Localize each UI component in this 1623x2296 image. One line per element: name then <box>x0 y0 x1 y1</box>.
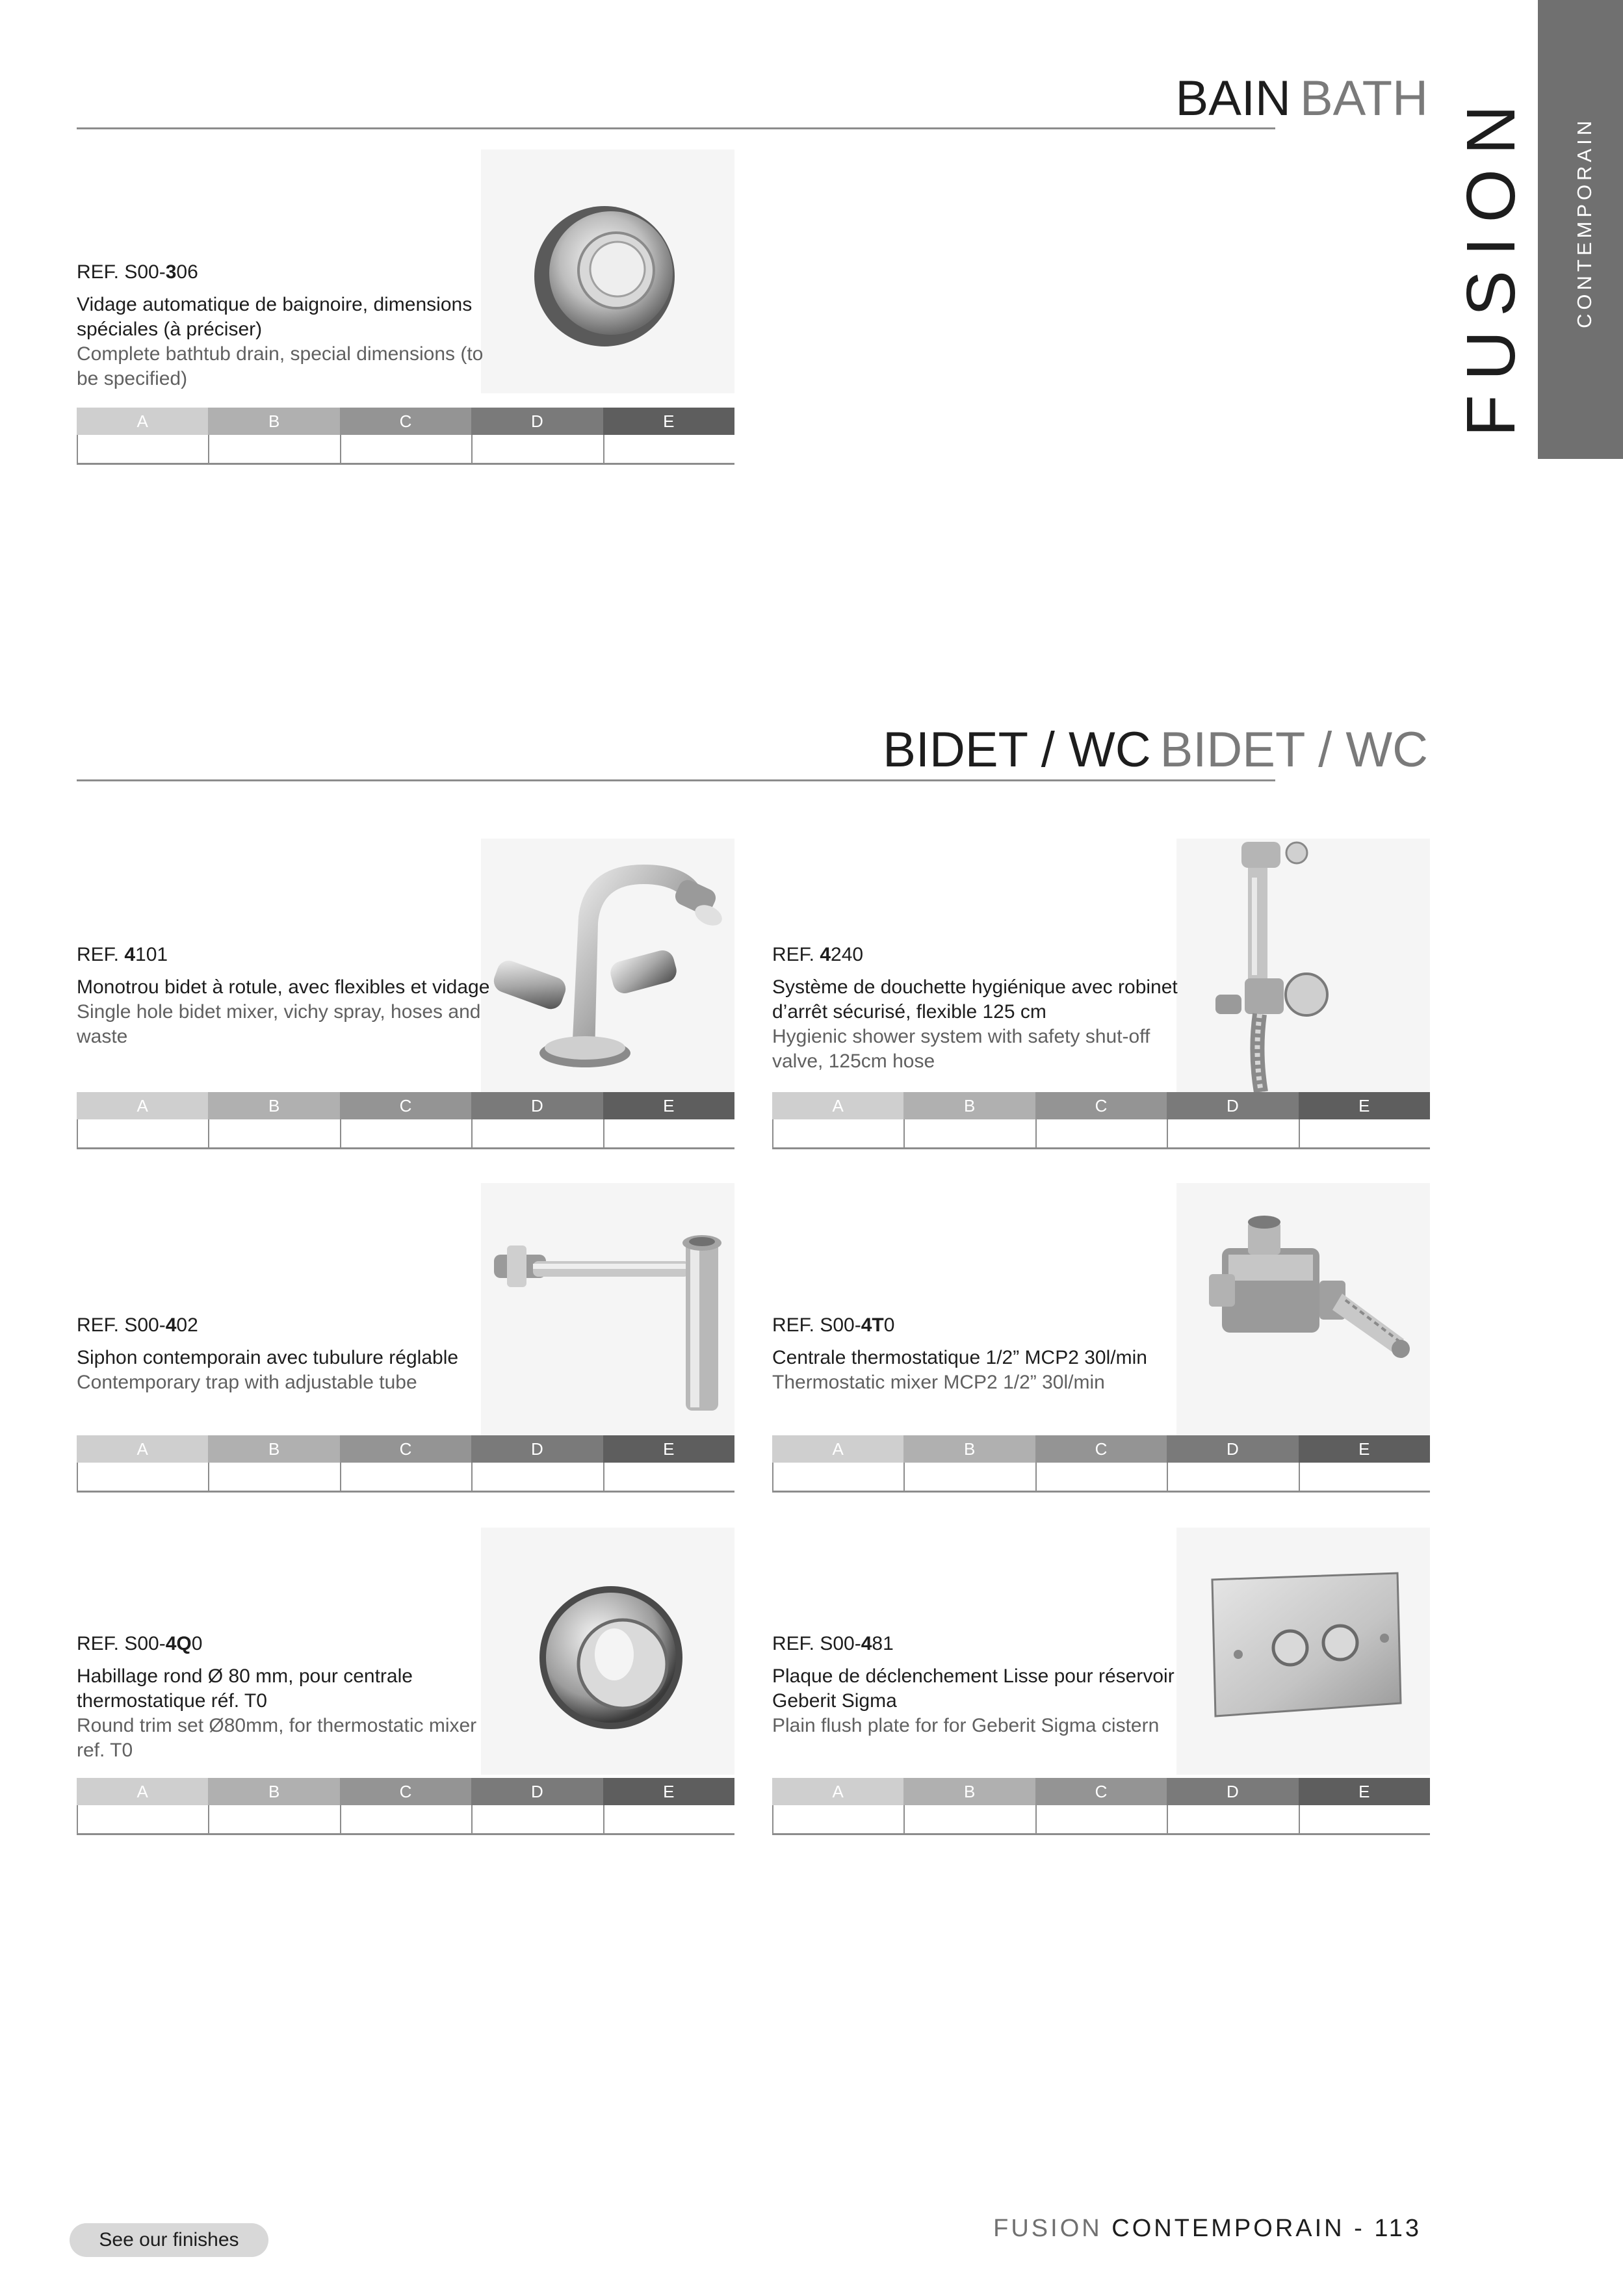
finish-cell[interactable] <box>208 1805 339 1833</box>
ref-prefix: REF. S00- <box>772 1633 861 1654</box>
ref-bold: 4 <box>820 944 831 965</box>
ref-prefix: REF. S00- <box>77 261 166 283</box>
finish-cell[interactable] <box>772 1463 903 1491</box>
finish-table <box>772 1778 1430 1836</box>
ref-suffix: 81 <box>872 1633 894 1654</box>
product-desc-fr: Monotrou bidet à rotule, avec flexibles et vidage <box>77 976 490 998</box>
product-card <box>772 839 1430 1151</box>
product-text <box>772 943 1188 1074</box>
side-tab-label: CONTEMPORAIN <box>1573 116 1596 328</box>
finish-col-e: E <box>1299 1092 1430 1119</box>
finish-col-d: D <box>1167 1092 1298 1119</box>
finish-table-body <box>772 1805 1430 1835</box>
finish-table-body <box>77 435 734 465</box>
finish-cell[interactable] <box>903 1805 1035 1833</box>
product-card <box>772 1183 1430 1495</box>
finish-cell[interactable] <box>772 1119 903 1147</box>
finish-col-a: A <box>77 1435 208 1463</box>
product-desc-en: Single hole bidet mixer, vichy spray, hoses and waste <box>77 1001 481 1047</box>
hygienic-shower-icon <box>1176 839 1430 1092</box>
section-title-fr: BIDET / WC <box>883 722 1151 777</box>
round-trim-icon <box>481 1528 734 1775</box>
footer-collection: FUSION <box>993 2215 1102 2242</box>
product-text <box>77 260 493 391</box>
product-desc-en: Round trim set Ø80mm, for thermostatic mixer ref. T0 <box>77 1715 477 1761</box>
finish-col-a: A <box>772 1778 903 1805</box>
finish-col-c: C <box>340 1778 471 1805</box>
finish-cell[interactable] <box>77 1119 208 1147</box>
finish-col-e: E <box>603 408 734 435</box>
thermostatic-valve-icon <box>1176 1183 1430 1437</box>
finish-cell[interactable] <box>1299 1805 1430 1833</box>
ref-suffix: 240 <box>831 944 864 965</box>
ref-prefix: REF. <box>77 944 125 965</box>
finish-col-a: A <box>77 1092 208 1119</box>
finish-col-a: A <box>77 1778 208 1805</box>
product-text <box>77 943 493 1049</box>
ref-bold: 4 <box>124 944 136 965</box>
finish-cell[interactable] <box>340 1463 471 1491</box>
finish-col-b: B <box>208 1092 339 1119</box>
see-finishes-button[interactable]: See our finishes <box>70 2223 268 2257</box>
finish-col-c: C <box>1035 1092 1167 1119</box>
finish-table-head <box>772 1092 1430 1119</box>
finish-col-c: C <box>1035 1778 1167 1805</box>
product-card <box>77 1183 734 1495</box>
finish-cell[interactable] <box>77 435 208 463</box>
finish-col-c: C <box>340 408 471 435</box>
ref-prefix: REF. <box>772 944 820 965</box>
finish-cell[interactable] <box>603 1805 734 1833</box>
ref-suffix: 0 <box>883 1314 895 1336</box>
product-card <box>77 150 734 468</box>
finish-col-d: D <box>471 1435 603 1463</box>
ref-bold: 4T <box>861 1314 884 1336</box>
finish-cell[interactable] <box>208 1119 339 1147</box>
finish-cell[interactable] <box>340 1805 471 1833</box>
finish-table-body <box>77 1119 734 1149</box>
finish-cell[interactable] <box>1167 1119 1298 1147</box>
product-desc-en: Complete bathtub drain, special dimensions (to be specified) <box>77 343 484 389</box>
finish-col-c: C <box>340 1092 471 1119</box>
product-card <box>77 1528 734 1840</box>
finish-col-b: B <box>208 1435 339 1463</box>
bidet-mixer-icon <box>481 839 734 1092</box>
finish-col-e: E <box>1299 1435 1430 1463</box>
product-text <box>772 1632 1188 1738</box>
trap-icon <box>481 1183 734 1437</box>
finish-table-body <box>77 1805 734 1835</box>
ref-suffix: 101 <box>135 944 168 965</box>
finish-col-b: B <box>903 1092 1035 1119</box>
finish-table-head <box>772 1778 1430 1805</box>
product-card <box>772 1528 1430 1840</box>
section-title-en: BATH <box>1299 71 1428 126</box>
section-rule <box>77 127 1275 129</box>
finish-table <box>77 1778 734 1836</box>
product-ref <box>77 260 493 285</box>
product-card <box>77 839 734 1151</box>
product-ref <box>77 1313 493 1338</box>
footer-page-number: 113 <box>1374 2215 1422 2242</box>
section-rule <box>77 779 1275 781</box>
product-ref <box>772 943 1188 967</box>
finish-col-c: C <box>340 1435 471 1463</box>
finish-cell[interactable] <box>77 1463 208 1491</box>
finish-table-head <box>77 1435 734 1463</box>
finish-cell[interactable] <box>1035 1119 1167 1147</box>
finish-col-d: D <box>1167 1778 1298 1805</box>
finish-cell[interactable] <box>208 1463 339 1491</box>
finish-table-body <box>772 1119 1430 1149</box>
finish-cell[interactable] <box>471 1805 603 1833</box>
finish-table-head <box>772 1435 1430 1463</box>
product-ref <box>77 943 493 967</box>
finish-col-a: A <box>772 1435 903 1463</box>
footer-separator: - <box>1344 2215 1375 2242</box>
section-title-fr: BAIN <box>1175 71 1291 126</box>
product-desc-fr: Siphon contemporain avec tubulure réglable <box>77 1347 459 1368</box>
finish-cell[interactable] <box>1299 1119 1430 1147</box>
finish-col-e: E <box>603 1778 734 1805</box>
finish-cell[interactable] <box>603 435 734 463</box>
finish-col-a: A <box>77 408 208 435</box>
finish-cell[interactable] <box>471 435 603 463</box>
finish-table <box>772 1092 1430 1151</box>
ref-prefix: REF. S00- <box>77 1633 166 1654</box>
flush-plate-icon <box>1176 1528 1430 1775</box>
finish-cell[interactable] <box>471 1463 603 1491</box>
ref-suffix: 02 <box>176 1314 198 1336</box>
bath-drain-icon <box>481 150 734 393</box>
product-desc-en: Contemporary trap with adjustable tube <box>77 1372 417 1393</box>
product-desc-en: Hygienic shower system with safety shut-off valve, 125cm hose <box>772 1026 1150 1072</box>
finish-col-d: D <box>471 408 603 435</box>
product-desc-fr: Vidage automatique de baignoire, dimensions spéciales (à préciser) <box>77 294 473 340</box>
product-text <box>77 1632 493 1763</box>
finish-table-body <box>77 1463 734 1493</box>
product-ref <box>77 1632 493 1656</box>
finish-col-b: B <box>903 1778 1035 1805</box>
finish-cell[interactable] <box>340 1119 471 1147</box>
finish-cell[interactable] <box>208 435 339 463</box>
ref-bold: 4Q <box>165 1633 192 1654</box>
ref-prefix: REF. S00- <box>772 1314 861 1336</box>
collection-vertical-title: FUSION <box>1453 90 1529 437</box>
finish-col-b: B <box>208 1778 339 1805</box>
product-desc-en: Thermostatic mixer MCP2 1/2” 30l/min <box>772 1372 1105 1393</box>
finish-table-head <box>77 1092 734 1119</box>
finish-col-d: D <box>471 1092 603 1119</box>
finish-table <box>772 1435 1430 1494</box>
product-text <box>772 1313 1188 1395</box>
ref-suffix: 06 <box>176 261 198 283</box>
ref-bold: 4 <box>165 1314 177 1336</box>
product-ref <box>772 1632 1188 1656</box>
finish-cell[interactable] <box>340 435 471 463</box>
ref-suffix: 0 <box>191 1633 203 1654</box>
product-desc-fr: Système de douchette hygiénique avec robinet d’arrêt sécurisé, flexible 125 cm <box>772 976 1178 1023</box>
finish-table-head <box>77 408 734 435</box>
finish-cell[interactable] <box>1167 1463 1298 1491</box>
finish-col-b: B <box>903 1435 1035 1463</box>
finish-table <box>77 1435 734 1494</box>
finish-cell[interactable] <box>471 1119 603 1147</box>
finish-cell[interactable] <box>903 1119 1035 1147</box>
finish-cell[interactable] <box>1167 1805 1298 1833</box>
finish-col-e: E <box>1299 1778 1430 1805</box>
ref-bold: 4 <box>861 1633 872 1654</box>
product-desc-fr: Plaque de déclenchement Lisse pour réservoir Geberit Sigma <box>772 1665 1175 1712</box>
product-desc-fr: Habillage rond Ø 80 mm, pour centrale thermostatique réf. T0 <box>77 1665 413 1712</box>
finish-col-d: D <box>471 1778 603 1805</box>
finish-cell[interactable] <box>603 1463 734 1491</box>
ref-prefix: REF. S00- <box>77 1314 166 1336</box>
product-desc-fr: Centrale thermostatique 1/2” MCP2 30l/min <box>772 1347 1147 1368</box>
finish-col-e: E <box>603 1092 734 1119</box>
finish-cell[interactable] <box>1035 1463 1167 1491</box>
finish-cell[interactable] <box>1299 1463 1430 1491</box>
finish-table <box>77 1092 734 1151</box>
finish-col-e: E <box>603 1435 734 1463</box>
finish-cell[interactable] <box>772 1805 903 1833</box>
section-title-en: BIDET / WC <box>1160 722 1428 777</box>
finish-cell[interactable] <box>77 1805 208 1833</box>
finish-table <box>77 408 734 466</box>
product-desc-en: Plain flush plate for for Geberit Sigma cistern <box>772 1715 1160 1736</box>
footer-page-title <box>993 2215 1422 2243</box>
finish-col-c: C <box>1035 1435 1167 1463</box>
footer-range: CONTEMPORAIN <box>1111 2215 1345 2242</box>
finish-cell[interactable] <box>1035 1805 1167 1833</box>
section-title-bidet <box>883 722 1428 778</box>
section-title-bath <box>1176 70 1428 127</box>
finish-cell[interactable] <box>603 1119 734 1147</box>
finish-col-b: B <box>208 408 339 435</box>
finish-table-body <box>772 1463 1430 1493</box>
ref-bold: 3 <box>165 261 177 283</box>
finish-table-head <box>77 1778 734 1805</box>
product-text <box>77 1313 493 1395</box>
product-ref <box>772 1313 1188 1338</box>
finish-cell[interactable] <box>903 1463 1035 1491</box>
finish-col-d: D <box>1167 1435 1298 1463</box>
finish-col-a: A <box>772 1092 903 1119</box>
